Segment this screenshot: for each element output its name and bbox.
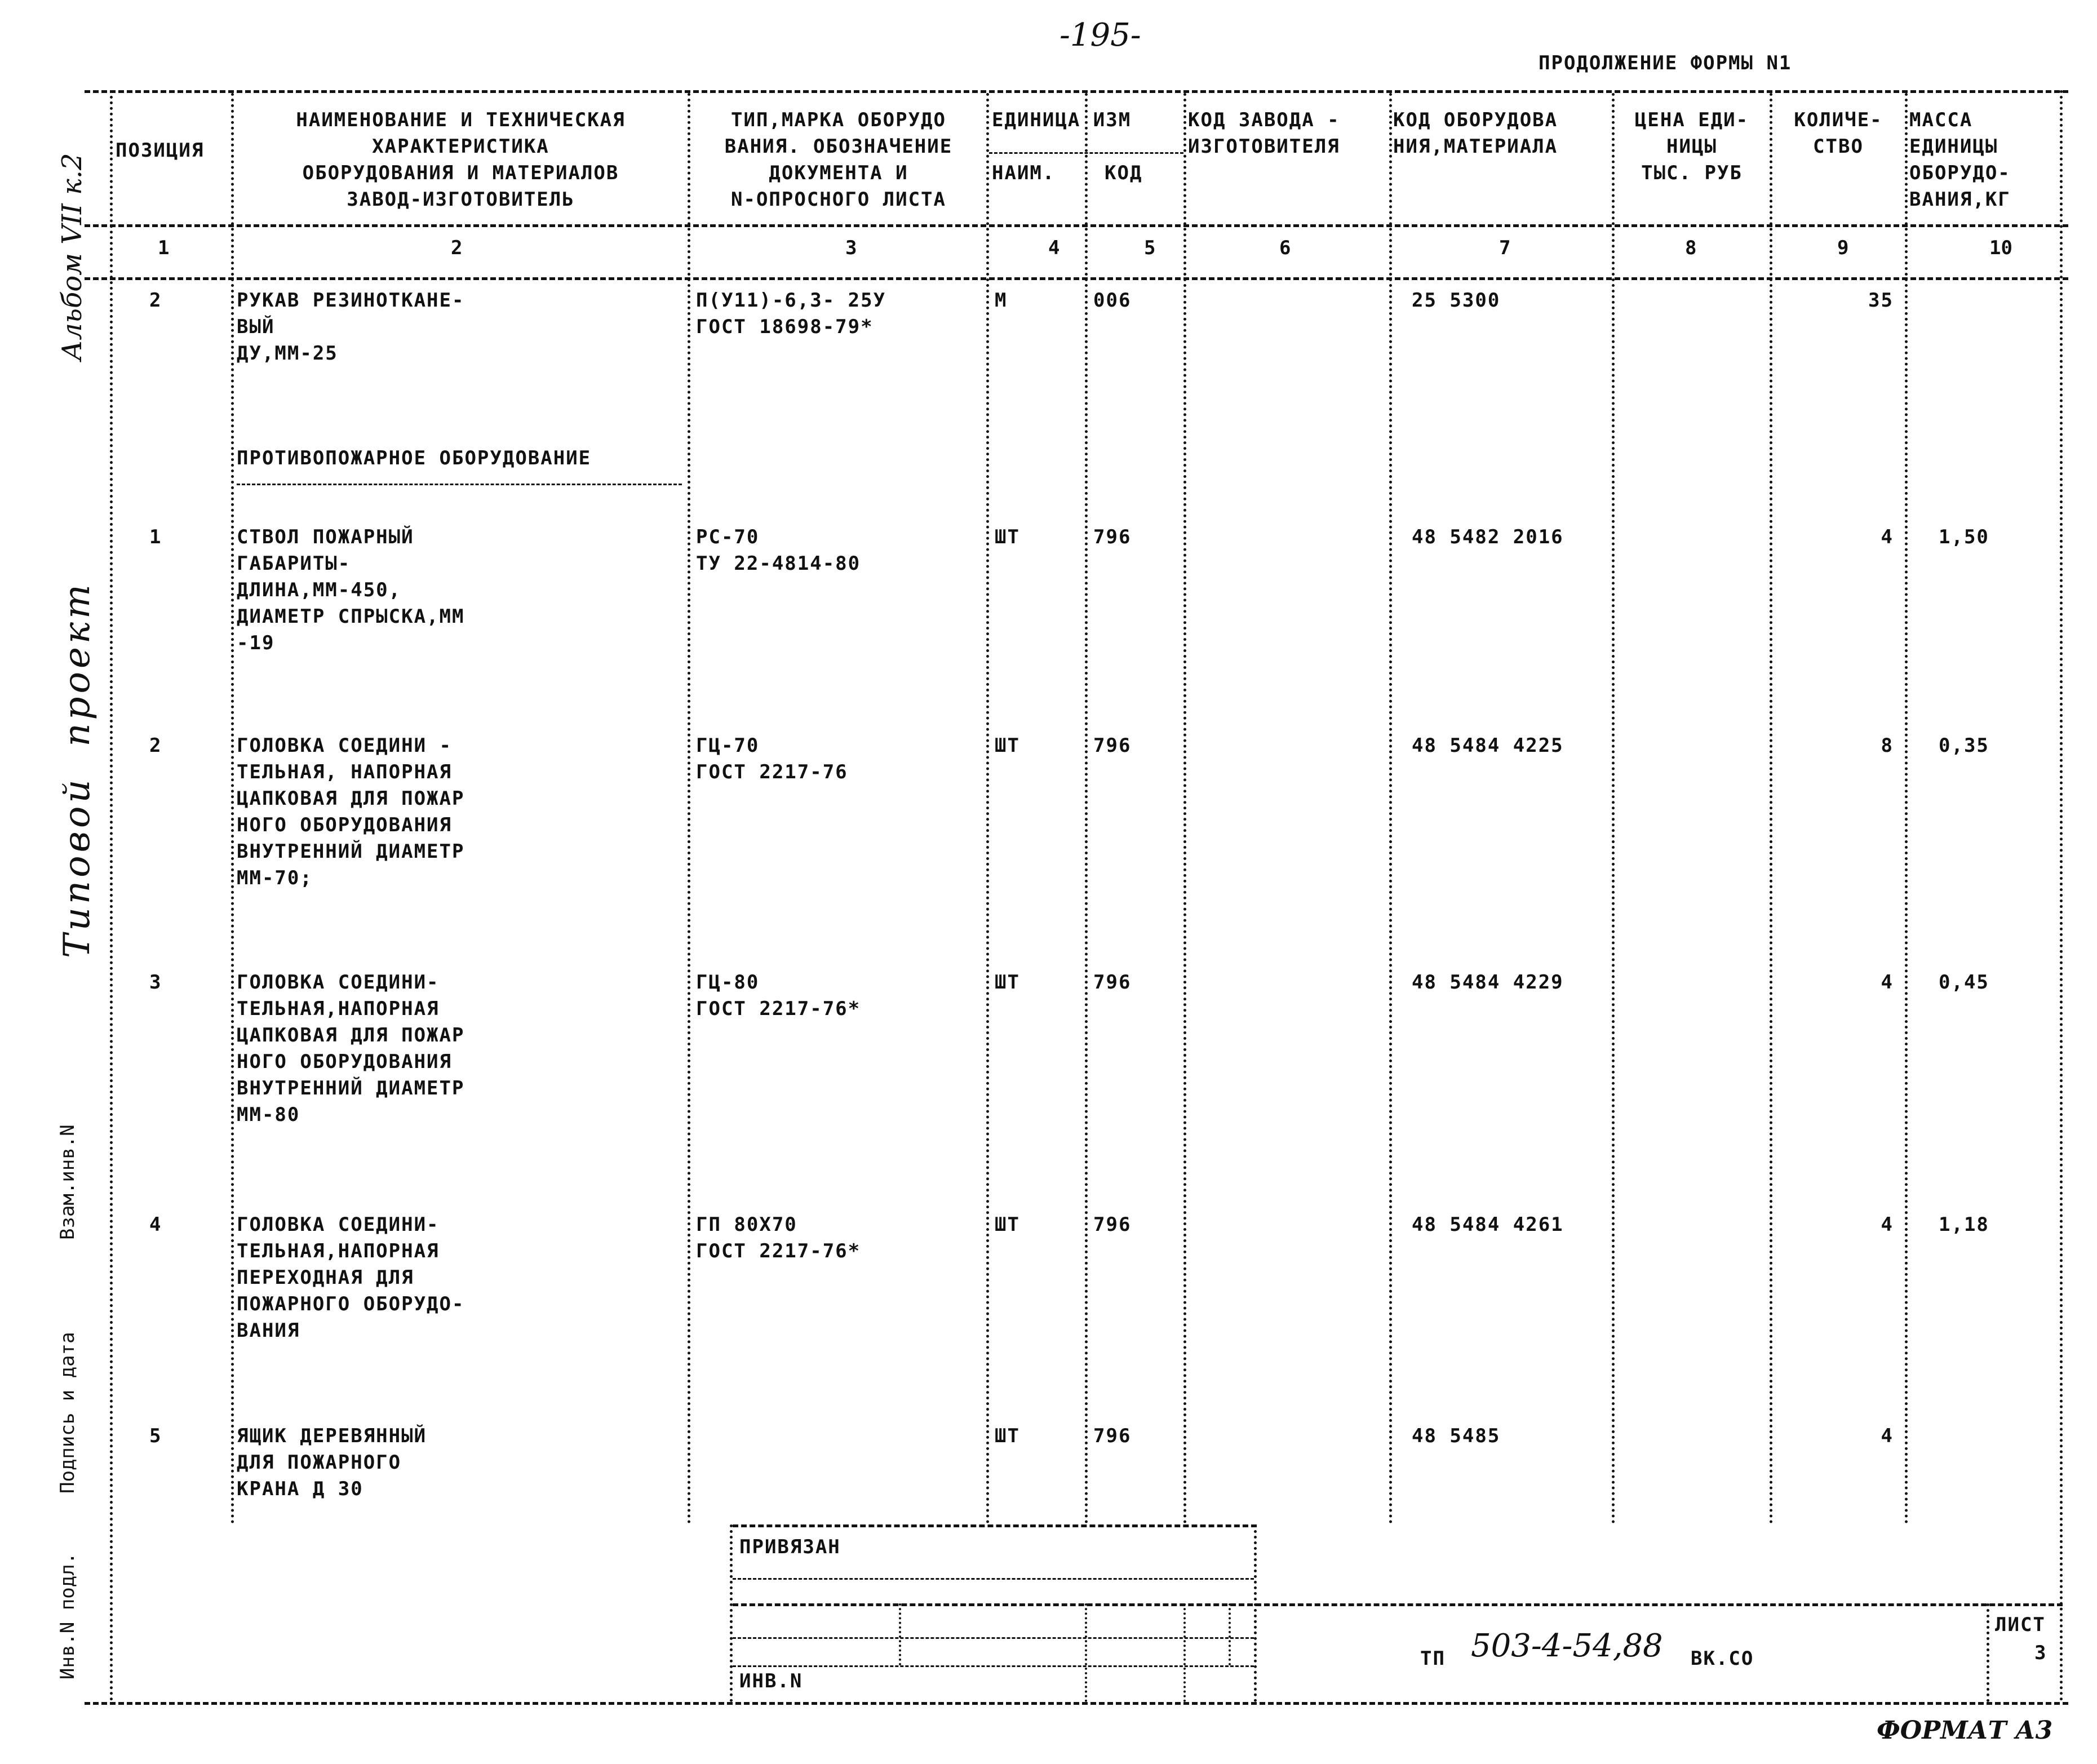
- row-type-line: ГОСТ 2217-76*: [696, 1240, 861, 1262]
- row-name-line: СТВОЛ ПОЖАРНЫЙ: [237, 526, 414, 548]
- stamp-col-1: [899, 1603, 901, 1665]
- row-name-line: ТЕЛЬНАЯ,НАПОРНАЯ: [237, 998, 440, 1020]
- sheet-number: 3: [2034, 1642, 2047, 1664]
- col-sep-8: [1770, 93, 1772, 1524]
- row-type-line: ГЦ-70: [696, 734, 760, 757]
- row-name-line: КРАНА Д 30: [237, 1478, 363, 1500]
- col-sep-3: [986, 93, 989, 1524]
- row-name-line: ВАНИЯ: [237, 1319, 300, 1342]
- col-sep-9: [1905, 93, 1908, 1524]
- row-name-line: ПЕРЕХОДНАЯ ДЛЯ: [237, 1266, 414, 1289]
- row-name-line: ВНУТРЕННИЙ ДИАМЕТР: [237, 840, 465, 863]
- header-factory-code: [1188, 107, 1388, 160]
- row-type-line: ГОСТ 18698-79*: [696, 316, 874, 338]
- row-name-line: ДЛЯ ПОЖАРНОГО: [237, 1451, 402, 1474]
- row-name-line: ММ-70;: [237, 867, 313, 889]
- header-mass-line: ЕДИНИЦЫ: [1909, 135, 1998, 158]
- bottom-border: [85, 1702, 2068, 1705]
- row-type-line: П(У11)-6,3- 25У: [696, 289, 886, 312]
- row-name-line: ММ-80: [237, 1103, 300, 1126]
- row-unit-code: 796: [1093, 1213, 1132, 1236]
- colnum-8: 8: [1685, 237, 1697, 259]
- row-type-line: ГЦ-80: [696, 971, 760, 994]
- col-sep-4: [1085, 93, 1088, 1524]
- row-type-line: РС-70: [696, 526, 760, 548]
- album-label: Альбом VII к.2: [56, 153, 88, 361]
- row-name-line: ЯЩИК ДЕРЕВЯННЫЙ: [237, 1425, 427, 1447]
- unit-subheader-line: [989, 152, 1183, 154]
- right-border: [2060, 90, 2063, 1702]
- stamp-right: [1254, 1524, 1257, 1702]
- row-name-line: ГОЛОВКА СОЕДИНИ-: [237, 971, 440, 994]
- form-continuation: ПРОДОЛЖЕНИЕ ФОРМЫ N1: [1539, 52, 1792, 74]
- row-position: 4: [149, 1213, 162, 1236]
- row-qty: 4: [1881, 971, 1894, 994]
- header-position: ПОЗИЦИЯ: [116, 139, 205, 162]
- header-equip-code: [1393, 107, 1610, 160]
- header-factory-line: КОД ЗАВОДА -: [1188, 109, 1340, 131]
- project-label: Типовой проект: [56, 581, 98, 958]
- row-position: 2: [149, 289, 162, 312]
- row-type-line: ТУ 22-4814-80: [696, 552, 861, 575]
- header-name-line: ОБОРУДОВАНИЯ И МАТЕРИАЛОВ: [302, 162, 619, 184]
- project-prefix: ТП: [1420, 1647, 1446, 1670]
- colnum-5: 5: [1144, 237, 1156, 259]
- header-price: [1615, 107, 1768, 187]
- row-equip-code: 48 5485: [1412, 1425, 1501, 1447]
- section-title-underline: [237, 484, 682, 485]
- row-unit-code: 796: [1093, 526, 1132, 548]
- colnum-10: 10: [1989, 237, 2012, 259]
- col-sep-1: [231, 93, 234, 1524]
- row-type-line: ГОСТ 2217-76: [696, 761, 848, 783]
- header-equip-line: НИЯ,МАТЕРИАЛА: [1393, 135, 1558, 158]
- header-qty-line: КОЛИЧЕ-: [1794, 109, 1883, 131]
- header-price-line: ЦЕНА ЕДИ-: [1634, 109, 1749, 131]
- sheet-label: ЛИСТ: [1995, 1614, 2046, 1636]
- col-sep-6: [1389, 93, 1392, 1524]
- row-equip-code: 48 5484 4261: [1412, 1213, 1564, 1236]
- row-name-line: -19: [237, 632, 275, 654]
- row-unit: ШТ: [995, 971, 1020, 994]
- header-name-line: НАИМЕНОВАНИЕ И ТЕХНИЧЕСКАЯ: [296, 109, 626, 131]
- header-type-line: N-ОПРОСНОГО ЛИСТА: [731, 188, 946, 211]
- sheet-col: [1987, 1603, 1989, 1702]
- row-qty: 4: [1881, 526, 1894, 548]
- stamp-col-3: [1183, 1603, 1186, 1702]
- section-title: ПРОТИВОПОЖАРНОЕ ОБОРУДОВАНИЕ: [237, 447, 592, 469]
- row-name-line: ЦАПКОВАЯ ДЛЯ ПОЖАР: [237, 787, 465, 810]
- row-position: 3: [149, 971, 162, 994]
- row-unit: ШТ: [995, 734, 1020, 757]
- format-label: ФОРМАТ А3: [1877, 1716, 2053, 1745]
- row-name-line: ЦАПКОВАЯ ДЛЯ ПОЖАР: [237, 1024, 465, 1047]
- sign-date-label: Подпись и дата: [56, 1332, 79, 1493]
- row-name-line: НОГО ОБОРУДОВАНИЯ: [237, 814, 452, 836]
- stamp-top: [733, 1524, 1257, 1527]
- header-price-line: ТЫС. РУБ: [1641, 162, 1743, 184]
- page-number: -195-: [1059, 17, 1141, 54]
- privyazan-label: ПРИВЯЗАН: [739, 1536, 841, 1558]
- stamp-col-2: [1085, 1603, 1087, 1702]
- stamp-left: [730, 1524, 733, 1702]
- col-sep-5: [1183, 93, 1186, 1524]
- header-price-line: НИЦЫ: [1666, 135, 1717, 158]
- header-mass-line: ВАНИЯ,КГ: [1909, 188, 2011, 211]
- row-unit-code: 006: [1093, 289, 1132, 312]
- row-equip-code: 25 5300: [1412, 289, 1501, 312]
- row-name-line: ДЛИНА,ММ-450,: [237, 579, 402, 601]
- row-name-line: РУКАВ РЕЗИНОТКАНЕ-: [237, 289, 465, 312]
- row-name-line: ДИАМЕТР СПРЫСКА,ММ: [237, 605, 465, 628]
- row-name-line: ГАБАРИТЫ-: [237, 552, 351, 575]
- stamp-line-2: [733, 1603, 2063, 1606]
- left-border: [110, 90, 113, 1702]
- row-position: 5: [149, 1425, 162, 1447]
- row-equip-code: 48 5484 4229: [1412, 971, 1564, 994]
- stamp-line-4: [733, 1665, 1254, 1667]
- row-name-line: ДУ,ММ-25: [237, 342, 338, 365]
- colnum-7: 7: [1499, 237, 1511, 259]
- header-qty-line: СТВО: [1813, 135, 1864, 158]
- row-equip-code: 48 5482 2016: [1412, 526, 1564, 548]
- colnum-1: 1: [158, 237, 170, 259]
- row-name-line: ГОЛОВКА СОЕДИНИ-: [237, 1213, 440, 1236]
- header-equip-line: КОД ОБОРУДОВА: [1393, 109, 1558, 131]
- row-name-line: НОГО ОБОРУДОВАНИЯ: [237, 1051, 452, 1073]
- header-type-line: ДОКУМЕНТА И: [769, 162, 908, 184]
- row-unit: ШТ: [995, 1213, 1020, 1236]
- row-unit-code: 796: [1093, 734, 1132, 757]
- stamp-col-4: [1229, 1603, 1231, 1665]
- row-name-line: ВЫЙ: [237, 316, 275, 338]
- header-name-line: ЗАВОД-ИЗГОТОВИТЕЛЬ: [347, 188, 575, 211]
- row-name-line: ВНУТРЕННИЙ ДИАМЕТР: [237, 1077, 465, 1100]
- colnum-3: 3: [845, 237, 857, 259]
- row-name-line: ТЕЛЬНАЯ, НАПОРНАЯ: [237, 761, 452, 783]
- row-position: 1: [149, 526, 162, 548]
- row-qty: 4: [1881, 1425, 1894, 1447]
- row-unit-code: 796: [1093, 971, 1132, 994]
- inv-label: ИНВ.N: [739, 1670, 803, 1692]
- header-mass-line: МАССА: [1909, 109, 1973, 131]
- stamp-line-3: [733, 1637, 1254, 1639]
- col-sep-7: [1612, 93, 1615, 1524]
- row-unit-code: 796: [1093, 1425, 1132, 1447]
- row-unit: ШТ: [995, 526, 1020, 548]
- colnum-2: 2: [451, 237, 463, 259]
- row-qty: 35: [1868, 289, 1894, 312]
- row-mass: 1,50: [1939, 526, 1989, 548]
- inv-orig-label: Инв.N подл.: [56, 1552, 79, 1679]
- row-qty: 8: [1881, 734, 1894, 757]
- header-unit-name: НАИМ.: [992, 162, 1056, 184]
- row-name-line: ПОЖАРНОГО ОБОРУДО-: [237, 1293, 465, 1315]
- header-type: [692, 107, 985, 213]
- inv-subst-label: Взам.инв.N: [56, 1124, 79, 1240]
- project-code: 503-4-54,88: [1471, 1628, 1663, 1664]
- header-type-line: ТИП,МАРКА ОБОРУДО: [731, 109, 946, 131]
- row-mass: 0,35: [1939, 734, 1989, 757]
- sheet-code: ВК.СО: [1691, 1647, 1754, 1670]
- colnum-6: 6: [1279, 237, 1291, 259]
- header-mass: [1909, 107, 2059, 213]
- colnum-9: 9: [1837, 237, 1849, 259]
- colnum-4: 4: [1048, 237, 1060, 259]
- row-mass: 1,18: [1939, 1213, 1989, 1236]
- header-mass-line: ОБОРУДО-: [1909, 162, 2011, 184]
- header-qty: [1773, 107, 1904, 160]
- row-type-line: ГП 80Х70: [696, 1213, 797, 1236]
- stamp-line-1: [733, 1578, 1254, 1580]
- row-position: 2: [149, 734, 162, 757]
- col-sep-2: [688, 93, 690, 1524]
- row-equip-code: 48 5484 4225: [1412, 734, 1564, 757]
- header-name-line: ХАРАКТЕРИСТИКА: [372, 135, 549, 158]
- row-type-line: ГОСТ 2217-76*: [696, 998, 861, 1020]
- row-name-line: ГОЛОВКА СОЕДИНИ -: [237, 734, 452, 757]
- row-mass: 0,45: [1939, 971, 1989, 994]
- header-factory-line: ИЗГОТОВИТЕЛЯ: [1188, 135, 1340, 158]
- row-unit: М: [995, 289, 1008, 312]
- row-unit: ШТ: [995, 1425, 1020, 1447]
- header-unit: ЕДИНИЦА ИЗМ: [992, 109, 1132, 131]
- row-qty: 4: [1881, 1213, 1894, 1236]
- header-name: [237, 107, 685, 213]
- header-unit-code: КОД: [1105, 162, 1143, 184]
- row-name-line: ТЕЛЬНАЯ,НАПОРНАЯ: [237, 1240, 440, 1262]
- header-type-line: ВАНИЯ. ОБОЗНАЧЕНИЕ: [724, 135, 953, 158]
- side-stamp: [34, 153, 223, 1679]
